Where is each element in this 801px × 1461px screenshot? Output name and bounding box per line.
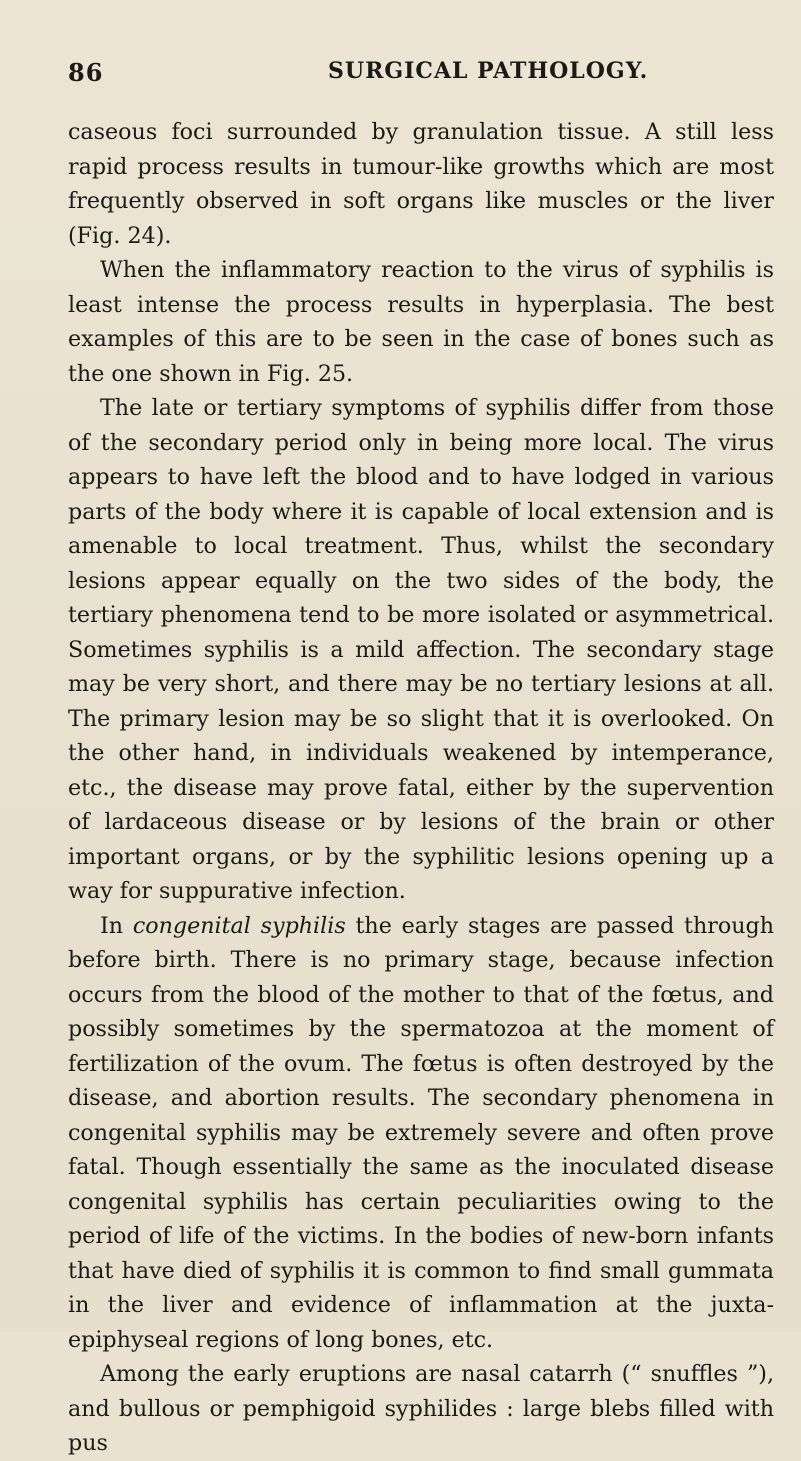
body-text — [68, 115, 774, 1461]
running-head — [68, 58, 768, 88]
italic-term-congenital-syphilis: congenital syphilis — [132, 912, 346, 939]
paragraph-hyperplasia: When the inflammatory reaction to the virus of syphilis is least intense the process results in hyperplasia. The best examples of this are to be seen in the case of bones such as the one shown in Fig. 25. — [68, 257, 774, 387]
page-number: 86 — [68, 58, 104, 87]
paragraph-congenital-syphilis — [68, 909, 774, 1358]
running-title: SURGICAL PATHOLOGY. — [328, 58, 649, 84]
paragraph-caseous-foci: caseous foci surrounded by granulation tissue. A still less rapid process results in tumour-like growths which are most frequently observed in soft organs like muscles or the liver (Fig. 24). — [68, 119, 774, 249]
paragraph-early-eruptions: Among the early eruptions are nasal catarrh (“ snuffles ”), and bullous or pemphigoid syphilides : large blebs filled with pus — [68, 1361, 774, 1456]
paragraph-lead-word: In — [100, 912, 124, 939]
paragraph-tertiary-symptoms: The late or tertiary symptoms of syphilis differ from those of the secondary period only in being more local. The virus appears to have left the blood and to have lodged in various parts of the body where it is capable of local extension and is amenable to local treatment. Thus, whilst the secondary lesions appear equally on the two sides of the body, the tertiary phenomena tend to be more isolated or asymmetrical. Sometimes syphilis is a mild affection. The secondary stage may be very short, and there may be no tertiary lesions at all. The primary lesion may be so slight that it is overlooked. On the other hand, in individuals weakened by intemperance, etc., the disease may prove fatal, either by the supervention of lardaceous disease or by lesions of the brain or other important organs, or by the syphilitic lesions opening up a way for suppurative infection. — [68, 395, 774, 904]
paragraph-congenital-body: the early stages are passed through before birth. There is no primary stage, because infection occurs from the blood of the mother to that of the fœtus, and possibly sometimes by the spermatozoa at the moment of fertilization of the ovum. The fœtus is often destroyed by the disease, and abortion results. The secondary phenomena in congenital syphilis may be extremely severe and often prove fatal. Though essentially the same as the inoculated disease congenital syphilis has certain peculiarities owing to the period of life of the victims. In the bodies of new-born infants that have died of syphilis it is common to find small gummata in the liver and evidence of inflammation at the juxta-epiphyseal regions of long bones, etc. — [68, 912, 774, 1353]
